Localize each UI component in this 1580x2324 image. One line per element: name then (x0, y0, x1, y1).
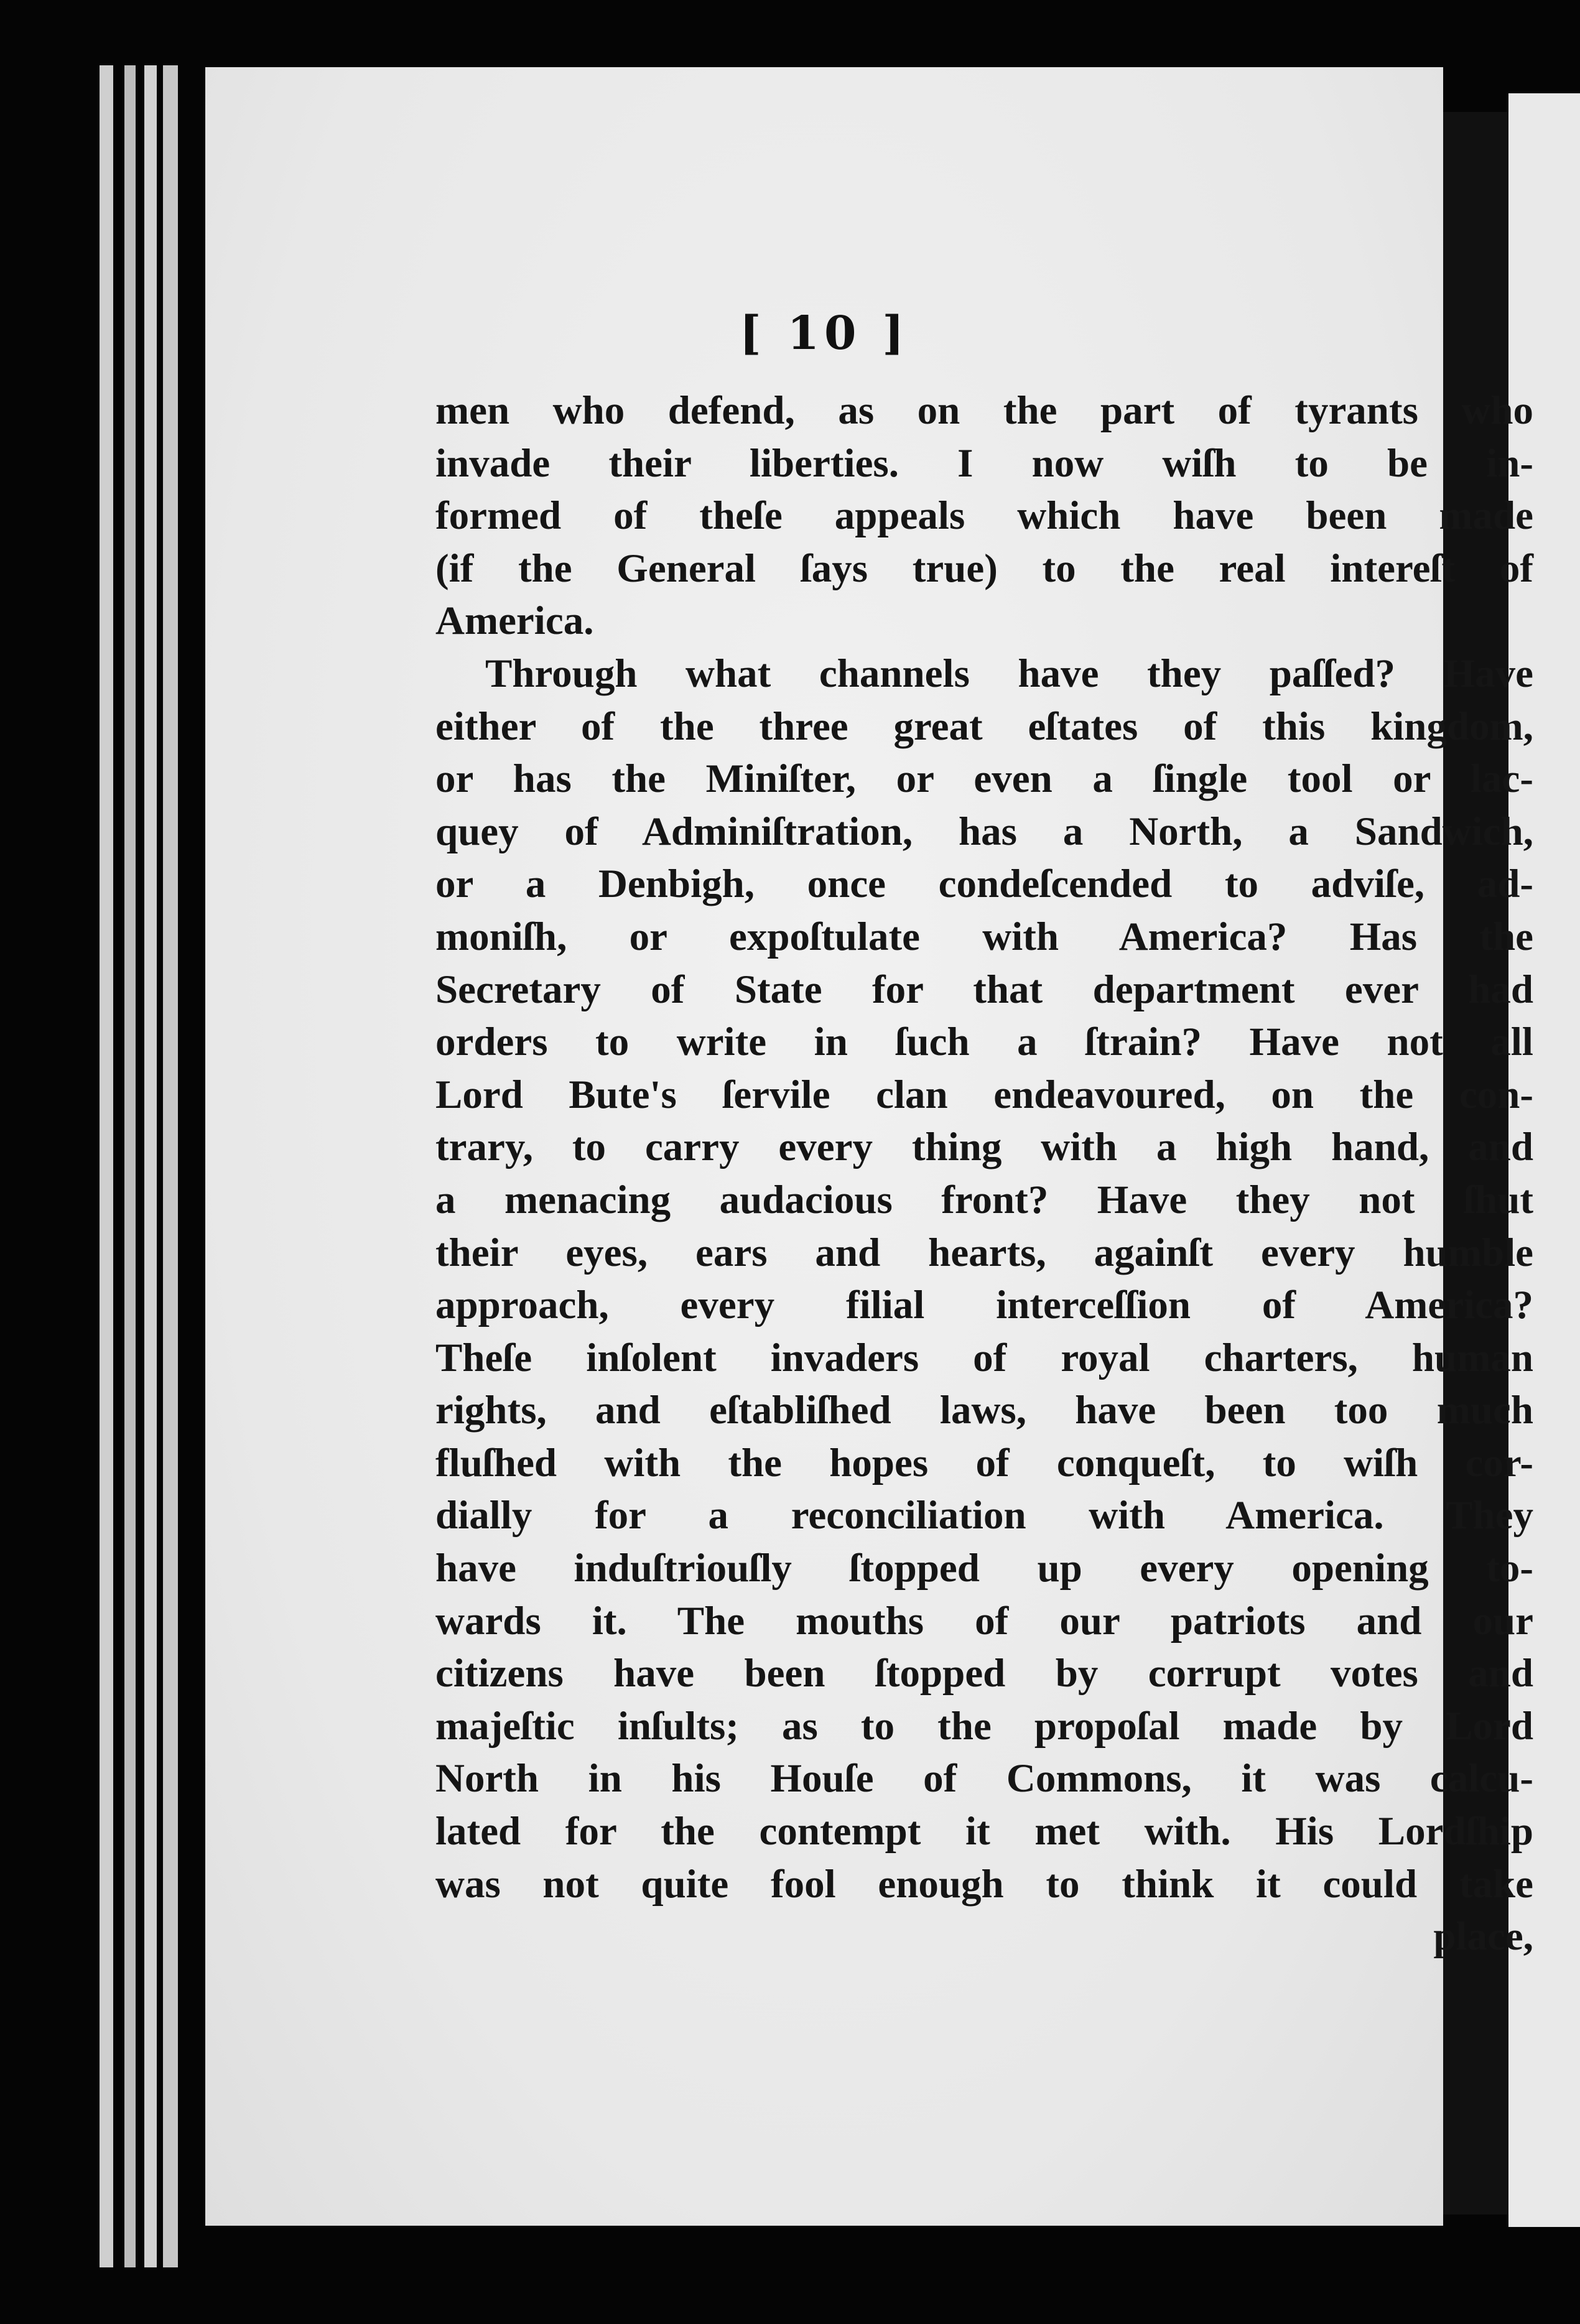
text-line: rights, and eſtabliſhed laws, have been too much (435, 1388, 1533, 1433)
book-page (205, 67, 1533, 2226)
text-line: Through what channels have they paſſed? Have (485, 651, 1533, 696)
body-text (435, 384, 1533, 1963)
text-line: approach, every filial interceſſion of America? (435, 1283, 1533, 1328)
text-line: formed of theſe appeals which have been made (435, 493, 1533, 539)
text-line: Lord Bute's ſervile clan endeavoured, on the con- (435, 1072, 1533, 1117)
text-line: quey of Adminiſtration, has a North, a Sandwich, (435, 809, 1533, 854)
page-edge-strip (163, 65, 178, 2267)
text-line: majeſtic inſults; as to the propoſal made by Lord (435, 1703, 1533, 1749)
text-line: moniſh, or expoſtulate with America? Has the (435, 914, 1533, 959)
text-line: Theſe inſolent invaders of royal charters, human (435, 1335, 1533, 1380)
catchword: place, (1433, 1914, 1533, 1959)
text-line: a menacing audacious front? Have they not ſhut (435, 1177, 1533, 1222)
text-line: orders to write in ſuch a ſtrain? Have not all (435, 1020, 1533, 1065)
text-line: was not quite fool enough to think it could take (435, 1861, 1533, 1907)
text-line: or a Denbigh, once condeſcended to adviſe, ad- (435, 862, 1533, 907)
text-line: men who defend, as on the part of tyrants who (435, 388, 1533, 433)
text-line: wards it. The mouths of our patriots and our (435, 1598, 1533, 1643)
text-line: invade their liberties. I now wiſh to be in- (435, 440, 1533, 486)
text-line: their eyes, ears and hearts, againſt every humble (435, 1230, 1533, 1275)
page-edge-strip (100, 65, 113, 2267)
text-line: trary, to carry every thing with a high hand, and (435, 1125, 1533, 1170)
text-line: Secretary of State for that department ever had (435, 967, 1533, 1012)
text-line: (if the General ſays true) to the real intereſt of (435, 546, 1533, 591)
text-line: have induſtriouſly ſtopped up every opening to- (435, 1546, 1533, 1591)
page-number-header: [ 10 ] (739, 307, 909, 360)
text-line: or has the Miniſter, or even a ſingle tool or lac- (435, 756, 1533, 802)
text-line: America. (435, 598, 594, 644)
page-edge-strip (144, 65, 157, 2267)
text-line: citizens have been ſtopped by corrupt votes and (435, 1651, 1533, 1696)
page-edge-strip (124, 65, 136, 2267)
text-line: dially for a reconciliation with America. They (435, 1493, 1533, 1538)
text-line: fluſhed with the hopes of conqueſt, to wiſh cor- (435, 1440, 1533, 1485)
text-line: either of the three great eſtates of this kingdom, (435, 704, 1533, 749)
text-line: North in his Houſe of Commons, it was calcu- (435, 1756, 1533, 1801)
text-line: lated for the contempt it met with. His Lordſhip (435, 1809, 1533, 1854)
